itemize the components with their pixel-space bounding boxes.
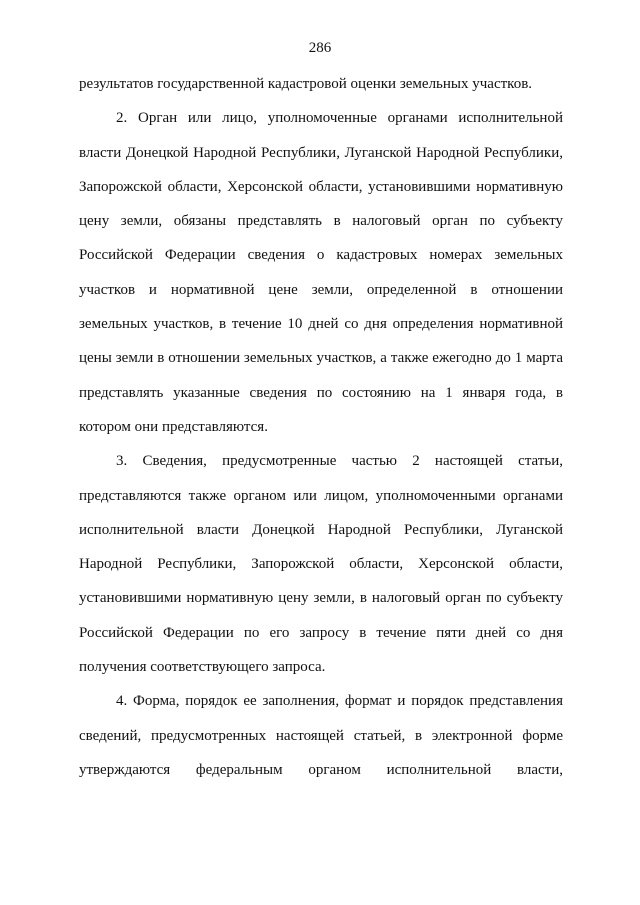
text-line: 3. Сведения, предусмотренные частью 2 настоящей статьи, <box>116 453 563 470</box>
text-line: исполнительной власти Донецкой Народной Республики, Луганской <box>79 521 563 538</box>
body-text <box>79 72 563 792</box>
text-line: Российской Федерации по его запросу в течение пяти дней со дня <box>79 624 563 641</box>
text-line: установившими нормативную цену земли, в налоговый орган по субъекту <box>79 590 563 607</box>
text-line: представляются также органом или лицом, уполномоченными органами <box>79 487 563 504</box>
text-line: представлять указанные сведения по состоянию на 1 января года, в <box>79 384 563 401</box>
text-line: получения соответствующего запроса. <box>79 659 326 676</box>
text-line: сведений, предусмотренных настоящей статьей, в электронной форме <box>79 727 563 744</box>
text-line: цены земли в отношении земельных участков, а также ежегодно до 1 марта <box>79 350 563 367</box>
text-line: власти Донецкой Народной Республики, Луганской Народной Республики, <box>79 144 563 161</box>
text-line: земельных участков, в течение 10 дней со дня определения нормативной <box>79 316 563 333</box>
text-line: Запорожской области, Херсонской области, установившими нормативную <box>79 178 563 195</box>
text-line: 2. Орган или лицо, уполномоченные органами исполнительной <box>116 110 563 127</box>
text-line: участков и нормативной цене земли, определенной в отношении <box>79 281 563 298</box>
page-number: 286 <box>308 40 332 56</box>
text-line: котором они представляются. <box>79 418 268 435</box>
text-line: Народной Республики, Запорожской области, Херсонской области, <box>79 556 563 573</box>
text-line: 4. Форма, порядок ее заполнения, формат и порядок представления <box>116 693 563 710</box>
text-line: цену земли, обязаны представлять в налоговый орган по субъекту <box>79 213 563 230</box>
text-line: результатов государственной кадастровой оценки земельных участков. <box>79 76 533 92</box>
text-line: утверждаются федеральным органом исполнительной власти, <box>79 761 563 778</box>
text-line: Российской Федерации сведения о кадастровых номерах земельных <box>79 247 563 264</box>
